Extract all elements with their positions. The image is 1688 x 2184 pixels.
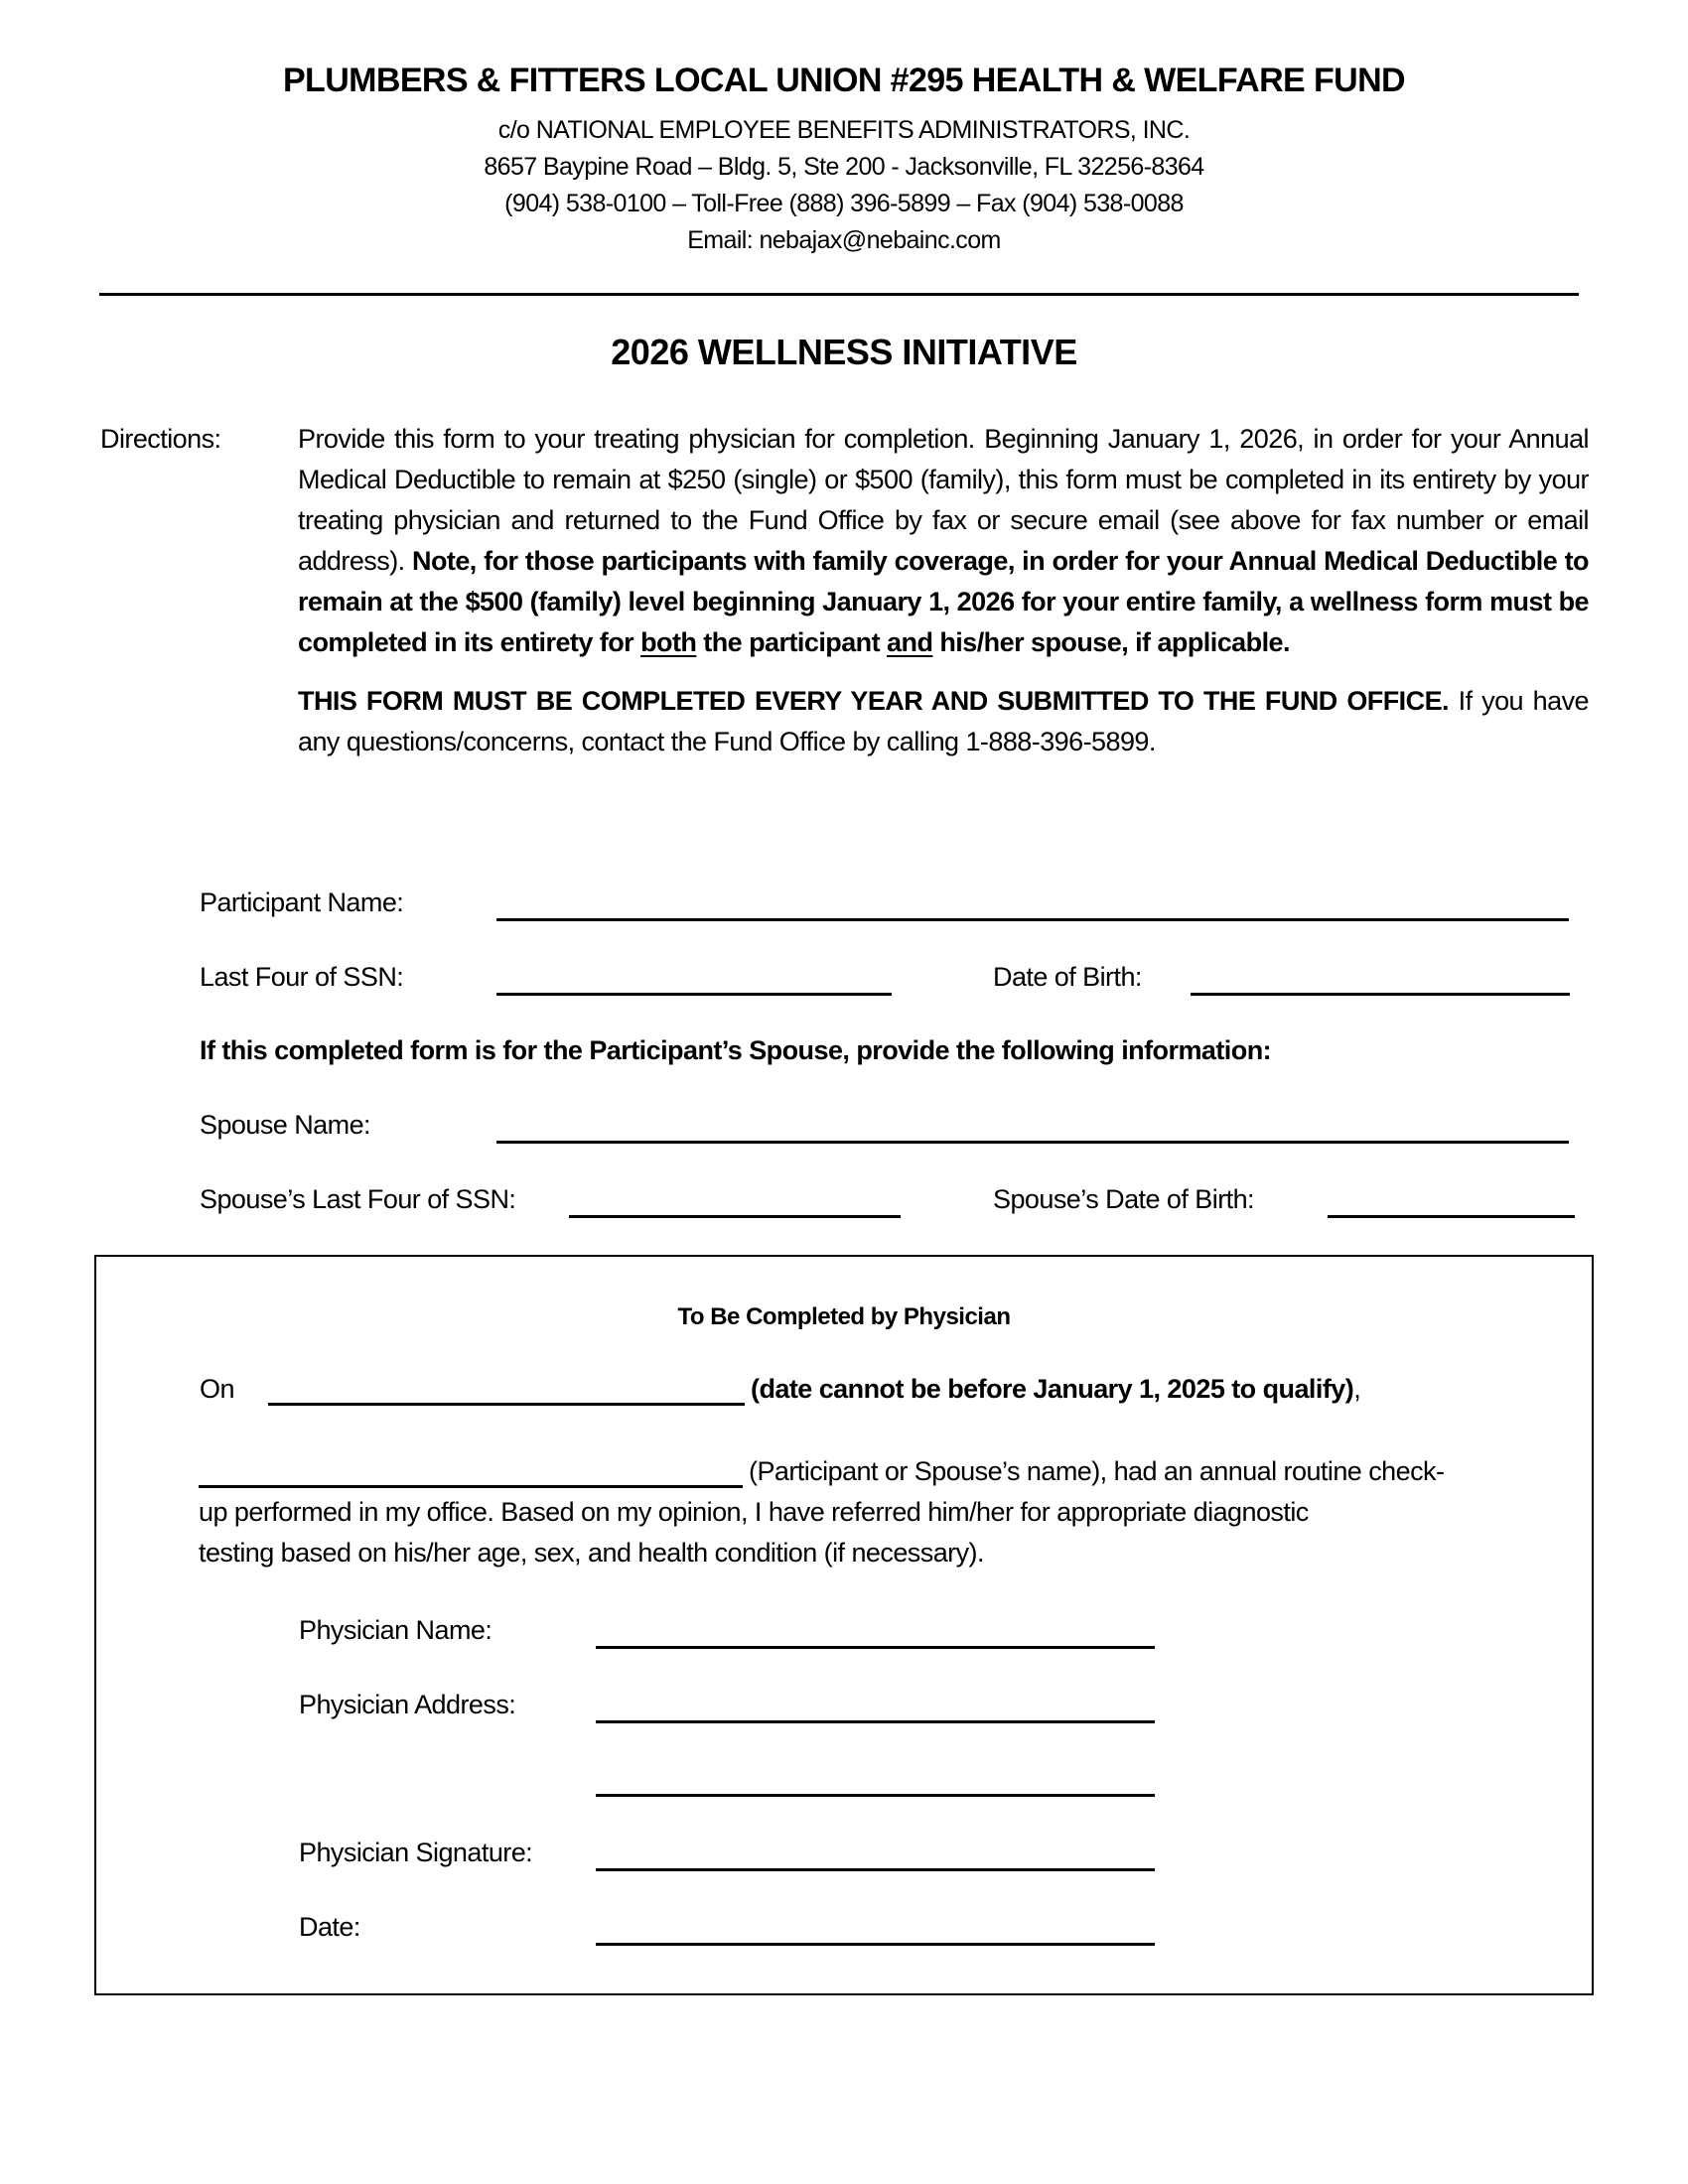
spouse-ssn-line <box>569 1215 901 1218</box>
signature-date-line <box>596 1943 1155 1946</box>
participant-ssn-field[interactable] <box>501 961 887 991</box>
contact-email: Email: nebajax@nebainc.com <box>687 226 1001 254</box>
physician-address-line-1 <box>596 1720 1155 1723</box>
patient-name-field[interactable] <box>204 1453 738 1483</box>
physician-address-field-2[interactable] <box>601 1762 1150 1792</box>
header-divider <box>99 293 1579 296</box>
directions-instructions: Provide this form to your treating physician for completion. Beginning January 1, 2026, in order for your Annual Medical Deductible to remain at $250 (single) or $500 (family), this form must be completed in its entirety by your treating physician and returned to the Fund Office by fax or secure email (see above for fax number or email address). <box>298 424 1589 576</box>
spouse-name-label: Spouse Name: <box>200 1110 370 1140</box>
family-coverage-note <box>298 546 1589 657</box>
participant-ssn-label: Last Four of SSN: <box>200 962 404 992</box>
spouse-dob-field[interactable] <box>1333 1183 1571 1213</box>
date-qualification-note: (date cannot be before January 1, 2025 to qualify) <box>751 1374 1354 1404</box>
date-note-comma: , <box>1353 1374 1361 1404</box>
participant-ssn-line <box>496 993 892 996</box>
signature-date-field[interactable] <box>601 1911 1150 1941</box>
physician-name-label: Physician Name: <box>299 1615 492 1645</box>
page-title: 2026 WELLNESS INITIATIVE <box>611 332 1077 372</box>
emphasis-both: both <box>640 627 697 657</box>
on-label: On <box>200 1374 234 1404</box>
directions-paragraph-2 <box>298 681 1589 762</box>
patient-name-line <box>199 1485 743 1488</box>
participant-dob-line <box>1191 993 1570 996</box>
physician-name-field[interactable] <box>601 1614 1150 1644</box>
spouse-ssn-field[interactable] <box>574 1183 896 1213</box>
spouse-name-line <box>496 1141 1569 1144</box>
signature-date-label: Date: <box>299 1912 360 1942</box>
directions-text <box>298 419 1589 762</box>
directions-label: Directions: <box>100 424 221 454</box>
participant-name-line <box>496 918 1569 921</box>
participant-name-label: Participant Name: <box>200 887 404 917</box>
physician-statement-line-3: testing based on his/her age, sex, and health condition (if necessary). <box>199 1538 984 1568</box>
physician-signature-line <box>596 1868 1155 1871</box>
physician-name-line <box>596 1646 1155 1649</box>
physician-section-title: To Be Completed by Physician <box>677 1303 1011 1330</box>
spouse-dob-label: Spouse’s Date of Birth: <box>993 1184 1255 1214</box>
phone-numbers: (904) 538-0100 – Toll-Free (888) 396-5899 – Fax (904) 538-0088 <box>504 190 1184 217</box>
directions-paragraph-1 <box>298 419 1589 663</box>
contact-instructions: If you have any questions/concerns, contact the Fund Office by calling 1-888-396-5899. <box>298 686 1589 756</box>
note-text-c: his/her spouse, if applicable. <box>932 627 1290 657</box>
spouse-dob-line <box>1328 1215 1575 1218</box>
participant-dob-label: Date of Birth: <box>993 962 1142 992</box>
spouse-ssn-label: Spouse’s Last Four of SSN: <box>200 1184 516 1214</box>
spouse-name-field[interactable] <box>501 1109 1564 1139</box>
note-text-b: the participant <box>696 627 888 657</box>
physician-signature-label: Physician Signature: <box>299 1838 533 1867</box>
exam-date-field[interactable] <box>273 1371 740 1401</box>
organization-name: PLUMBERS & FITTERS LOCAL UNION #295 HEALTH & WELFARE FUND <box>282 62 1406 99</box>
note-text-a: Note, for those participants with family coverage, in order for your Annual Medical Deductible to remain at the $500 (family) level beginning January 1, 2026 for your entire family, a wellness form must be completed in its entirety for <box>298 546 1589 657</box>
physician-address-label: Physician Address: <box>299 1690 516 1719</box>
physician-address-field-1[interactable] <box>601 1689 1150 1718</box>
administrator-name: c/o NATIONAL EMPLOYEE BENEFITS ADMINISTRATORS, INC. <box>497 116 1191 144</box>
patient-name-note: (Participant or Spouse’s name), had an annual routine check- <box>749 1456 1445 1486</box>
mailing-address: 8657 Baypine Road – Bldg. 5, Ste 200 - Jacksonville, FL 32256-8364 <box>484 153 1204 181</box>
spouse-instruction: If this completed form is for the Participant’s Spouse, provide the following information: <box>200 1035 1272 1065</box>
physician-address-line-2 <box>596 1794 1155 1797</box>
annual-requirement-notice: THIS FORM MUST BE COMPLETED EVERY YEAR AND SUBMITTED TO THE FUND OFFICE. <box>298 686 1449 716</box>
physician-statement-line-2: up performed in my office. Based on my opinion, I have referred him/her for appropriate diagnostic <box>199 1497 1309 1527</box>
participant-dob-field[interactable] <box>1196 961 1565 991</box>
exam-date-note <box>751 1374 1360 1405</box>
physician-signature-field[interactable] <box>601 1837 1150 1866</box>
participant-name-field[interactable] <box>501 887 1564 916</box>
emphasis-and: and <box>887 627 933 657</box>
exam-date-line <box>268 1403 745 1406</box>
